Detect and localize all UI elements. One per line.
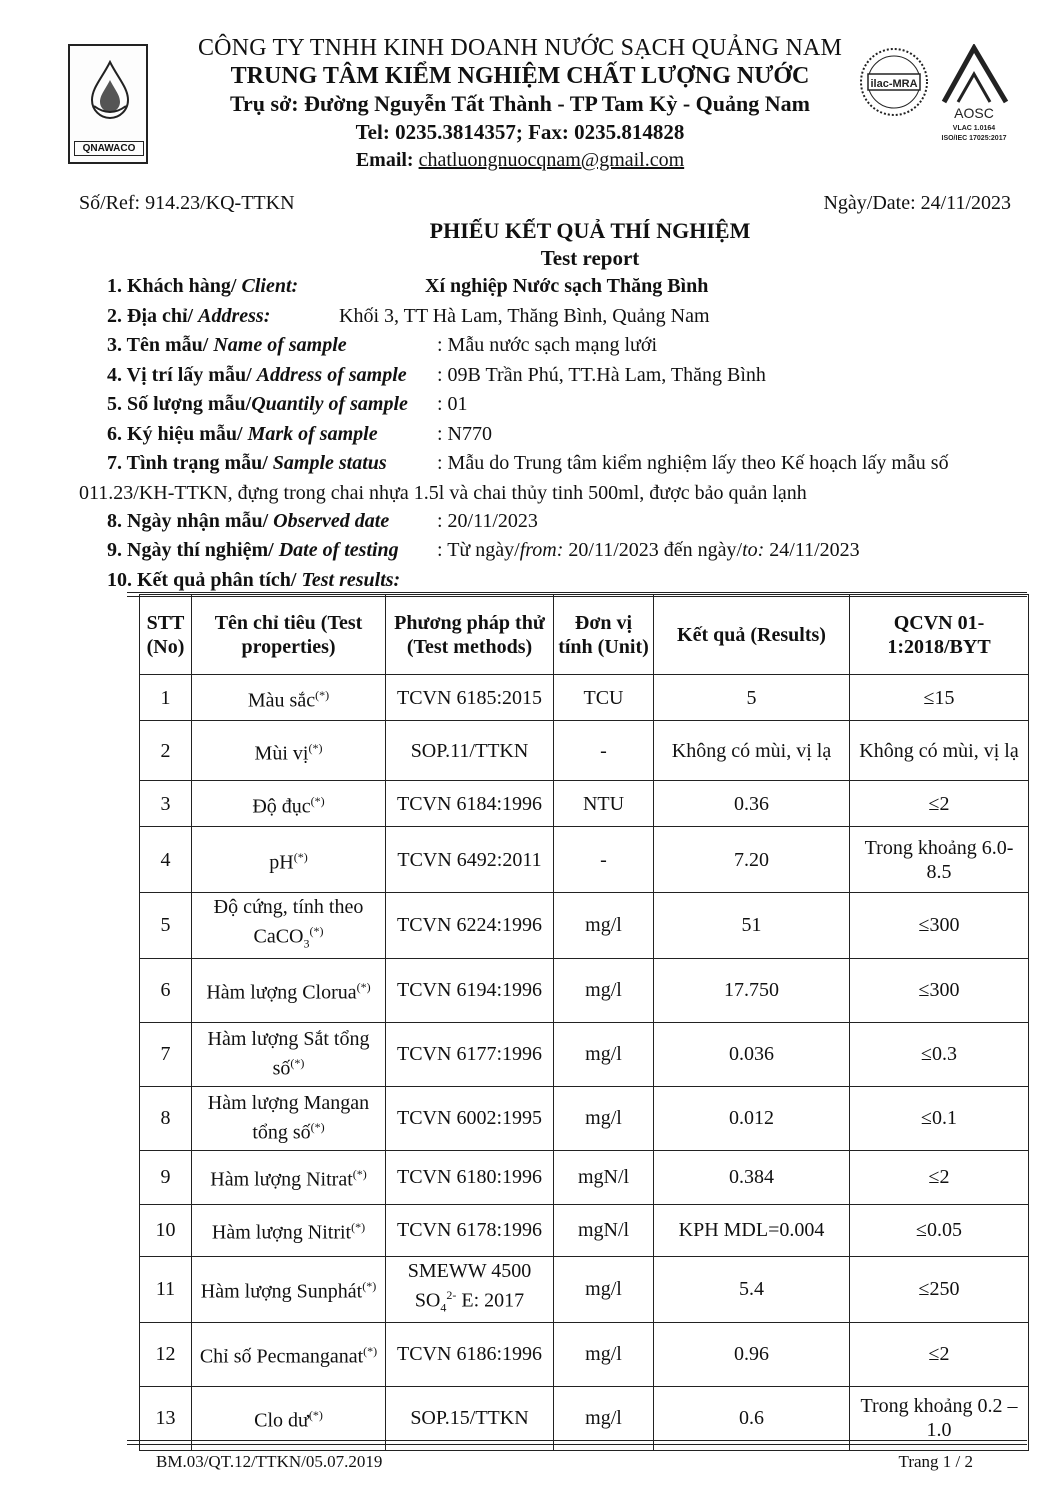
cell-result: 0.96 bbox=[654, 1322, 850, 1386]
cell-result: 7.20 bbox=[654, 827, 850, 893]
iso-text: ISO/IEC 17025:2017 bbox=[941, 135, 1007, 142]
cell-property: pH(*) bbox=[192, 827, 386, 893]
info-sample-address: 4. Vị trí lấy mẫu/ Address of sample : 09B Trần Phú, TT.Hà Lam, Thăng Bình bbox=[107, 363, 766, 386]
cell-no: 9 bbox=[140, 1150, 192, 1204]
cell-unit: mg/l bbox=[554, 1322, 654, 1386]
water-drop-logo-icon bbox=[88, 60, 132, 120]
cell-unit: TCU bbox=[554, 675, 654, 721]
cell-method: TCVN 6186:1996 bbox=[386, 1322, 554, 1386]
cell-no: 4 bbox=[140, 827, 192, 893]
cell-method: TCVN 6492:2011 bbox=[386, 827, 554, 893]
cell-method: TCVN 6002:1995 bbox=[386, 1086, 554, 1150]
table-row bbox=[140, 675, 1029, 721]
cell-unit: mg/l bbox=[554, 1022, 654, 1086]
cell-unit: mgN/l bbox=[554, 1150, 654, 1204]
results-table bbox=[139, 594, 1029, 1451]
report-title-vi: PHIẾU KẾT QUẢ THÍ NGHIỆM bbox=[429, 218, 751, 243]
cell-no: 6 bbox=[140, 958, 192, 1022]
company-info bbox=[160, 34, 880, 174]
cell-limit: Không có mùi, vị lạ bbox=[850, 721, 1029, 781]
cell-result: 0.6 bbox=[654, 1386, 850, 1450]
cell-result: Không có mùi, vị lạ bbox=[654, 721, 850, 781]
info-results-label: 10. Kết quả phân tích/ Test results: bbox=[107, 568, 401, 591]
table-row bbox=[140, 721, 1029, 781]
cell-unit: mg/l bbox=[554, 1386, 654, 1450]
cell-result: 5 bbox=[654, 675, 850, 721]
cell-method: TCVN 6177:1996 bbox=[386, 1022, 554, 1086]
cell-property: Clo dư(*) bbox=[192, 1386, 386, 1450]
footer-rule bbox=[127, 1440, 1027, 1445]
cell-unit: - bbox=[554, 721, 654, 781]
cell-result: 0.036 bbox=[654, 1022, 850, 1086]
cell-result: KPH MDL=0.004 bbox=[654, 1204, 850, 1256]
table-row bbox=[140, 958, 1029, 1022]
header-qcvn: QCVN 01-1:2018/BYT bbox=[850, 595, 1029, 675]
cell-unit: mg/l bbox=[554, 893, 654, 959]
cell-unit: mg/l bbox=[554, 1086, 654, 1150]
cell-unit: mgN/l bbox=[554, 1204, 654, 1256]
cell-limit: ≤0.1 bbox=[850, 1086, 1029, 1150]
cell-result: 5.4 bbox=[654, 1256, 850, 1322]
cell-limit: ≤300 bbox=[850, 893, 1029, 959]
cell-limit: ≤2 bbox=[850, 781, 1029, 827]
table-row bbox=[140, 1150, 1029, 1204]
info-status-continued: 011.23/KH-TTKN, đựng trong chai nhựa 1.5l và chai thủy tinh 500ml, được bảo quản lạnh bbox=[79, 481, 807, 504]
cell-no: 7 bbox=[140, 1022, 192, 1086]
cell-no: 13 bbox=[140, 1386, 192, 1450]
info-testing-date: 9. Ngày thí nghiệm/ Date of testing : Từ ngày/from: 20/11/2023 đến ngày/to: 24/11/2023 bbox=[107, 539, 860, 561]
cell-result: 0.012 bbox=[654, 1086, 850, 1150]
report-title-en: Test report bbox=[540, 246, 640, 270]
header-unit: Đơn vị tính (Unit) bbox=[554, 595, 654, 675]
info-address: 2. Địa chỉ/ Address: Khối 3, TT Hà Lam, Thăng Bình, Quảng Nam bbox=[107, 304, 710, 327]
cell-no: 5 bbox=[140, 893, 192, 959]
cell-limit: ≤0.3 bbox=[850, 1022, 1029, 1086]
ref-date: Ngày/Date: 24/11/2023 bbox=[823, 192, 1011, 214]
logo-text: QNAWACO bbox=[74, 141, 144, 156]
cell-no: 3 bbox=[140, 781, 192, 827]
vlac-text: VLAC 1.0164 bbox=[952, 125, 996, 132]
table-row bbox=[140, 893, 1029, 959]
cell-method: SOP.11/TTKN bbox=[386, 721, 554, 781]
reference-row bbox=[0, 192, 1063, 220]
info-status: 7. Tình trạng mẫu/ Sample status : Mẫu do Trung tâm kiểm nghiệm lấy theo Kế hoạch lấy mẫu số bbox=[107, 452, 949, 474]
cell-limit: ≤2 bbox=[850, 1150, 1029, 1204]
table-row bbox=[140, 1204, 1029, 1256]
cell-no: 10 bbox=[140, 1204, 192, 1256]
cell-method: TCVN 6185:2015 bbox=[386, 675, 554, 721]
cell-no: 1 bbox=[140, 675, 192, 721]
cell-method: TCVN 6224:1996 bbox=[386, 893, 554, 959]
info-sample-name: 3. Tên mẫu/ Name of sample : Mẫu nước sạch mạng lưới bbox=[107, 334, 658, 356]
cell-property: Hàm lượng Nitrit(*) bbox=[192, 1204, 386, 1256]
table-row bbox=[140, 1086, 1029, 1150]
cell-limit: ≤2 bbox=[850, 1322, 1029, 1386]
header-property: Tên chỉ tiêu (Test properties) bbox=[192, 595, 386, 675]
results-table-wrap bbox=[139, 594, 1028, 1451]
cell-limit: Trong khoảng 6.0-8.5 bbox=[850, 827, 1029, 893]
aosc-text: AOSC bbox=[954, 105, 994, 121]
cell-property: Hàm lượng Nitrat(*) bbox=[192, 1150, 386, 1204]
cell-property: Hàm lượng Sunphát(*) bbox=[192, 1256, 386, 1322]
cell-property: Hàm lượng Clorua(*) bbox=[192, 958, 386, 1022]
header-stt: STT (No) bbox=[140, 595, 192, 675]
table-row bbox=[140, 781, 1029, 827]
cell-method: SMEWW 4500 $SO_4^{2-}$ E: 2017 bbox=[386, 1256, 554, 1322]
cell-no: 8 bbox=[140, 1086, 192, 1150]
cell-result: 51 bbox=[654, 893, 850, 959]
page-number: Trang 1 / 2 bbox=[898, 1452, 973, 1471]
cell-method: SOP.15/TTKN bbox=[386, 1386, 554, 1450]
table-row bbox=[140, 827, 1029, 893]
info-mark: 6. Ký hiệu mẫu/ Mark of sample : N770 bbox=[107, 422, 492, 445]
sample-info bbox=[79, 272, 1027, 595]
cell-property: Mùi vị(*) bbox=[192, 721, 386, 781]
cell-property: Hàm lượng Mangan tổng số(*) bbox=[192, 1086, 386, 1150]
center-name: TRUNG TÂM KIỂM NGHIỆM CHẤT LƯỢNG NƯỚC bbox=[230, 63, 810, 89]
aosc-logo-icon bbox=[934, 44, 1016, 144]
info-observed-date: 8. Ngày nhận mẫu/ Observed date : 20/11/2023 bbox=[107, 509, 538, 532]
header-result: Kết quả (Results) bbox=[654, 595, 850, 675]
table-header-row bbox=[140, 595, 1029, 675]
company-name: CÔNG TY TNHH KINH DOANH NƯỚC SẠCH QUẢNG NAM bbox=[197, 35, 843, 61]
cell-no: 12 bbox=[140, 1322, 192, 1386]
cell-result: 0.36 bbox=[654, 781, 850, 827]
company-logo bbox=[68, 44, 148, 164]
cell-method: TCVN 6184:1996 bbox=[386, 781, 554, 827]
cell-result: 17.750 bbox=[654, 958, 850, 1022]
email-link[interactable]: chatluongnuocqnam@gmail.com bbox=[418, 149, 685, 171]
cell-method: TCVN 6178:1996 bbox=[386, 1204, 554, 1256]
cell-limit: ≤15 bbox=[850, 675, 1029, 721]
company-address: Trụ sở: Đường Nguyễn Tất Thành - TP Tam Kỳ - Quảng Nam bbox=[230, 91, 810, 116]
info-client: 1. Khách hàng/ Client: Xí nghiệp Nước sạch Thăng Bình bbox=[107, 275, 709, 297]
cell-no: 11 bbox=[140, 1256, 192, 1322]
table-row bbox=[140, 1022, 1029, 1086]
cell-limit: ≤0.05 bbox=[850, 1204, 1029, 1256]
cell-unit: mg/l bbox=[554, 1256, 654, 1322]
form-code: BM.03/QT.12/TTKN/05.07.2019 bbox=[156, 1452, 383, 1471]
info-quantity: 5. Số lượng mẫu/Quantily of sample : 01 bbox=[107, 393, 468, 415]
ilac-text: ilac-MRA bbox=[870, 78, 918, 90]
cell-unit: - bbox=[554, 827, 654, 893]
ref-number: Số/Ref: 914.23/KQ-TTKN bbox=[79, 192, 295, 214]
cell-property: Độ đục(*) bbox=[192, 781, 386, 827]
table-row bbox=[140, 1256, 1029, 1322]
cell-method: TCVN 6194:1996 bbox=[386, 958, 554, 1022]
cell-no: 2 bbox=[140, 721, 192, 781]
cell-unit: NTU bbox=[554, 781, 654, 827]
header-method: Phương pháp thử (Test methods) bbox=[386, 595, 554, 675]
company-phone: Tel: 0235.3814357; Fax: 0235.814828 bbox=[355, 120, 685, 144]
cell-limit: ≤250 bbox=[850, 1256, 1029, 1322]
cell-result: 0.384 bbox=[654, 1150, 850, 1204]
cell-limit: Trong khoảng 0.2 – 1.0 bbox=[850, 1386, 1029, 1450]
company-email-line: Email: chatluongnuocqnam@gmail.com bbox=[355, 149, 685, 171]
results-body bbox=[140, 675, 1029, 1451]
table-row bbox=[140, 1322, 1029, 1386]
cell-property: Màu sắc(*) bbox=[192, 675, 386, 721]
cell-property: Chỉ số Pecmanganat(*) bbox=[192, 1322, 386, 1386]
document-header bbox=[0, 30, 1063, 180]
cell-property: Hàm lượng Sắt tổng số(*) bbox=[192, 1022, 386, 1086]
cell-unit: mg/l bbox=[554, 958, 654, 1022]
ilac-mra-logo-icon bbox=[858, 46, 930, 118]
cell-method: TCVN 6180:1996 bbox=[386, 1150, 554, 1204]
cell-property: Độ cứng, tính theo CaCO$_3$(*) bbox=[192, 893, 386, 959]
cell-limit: ≤300 bbox=[850, 958, 1029, 1022]
